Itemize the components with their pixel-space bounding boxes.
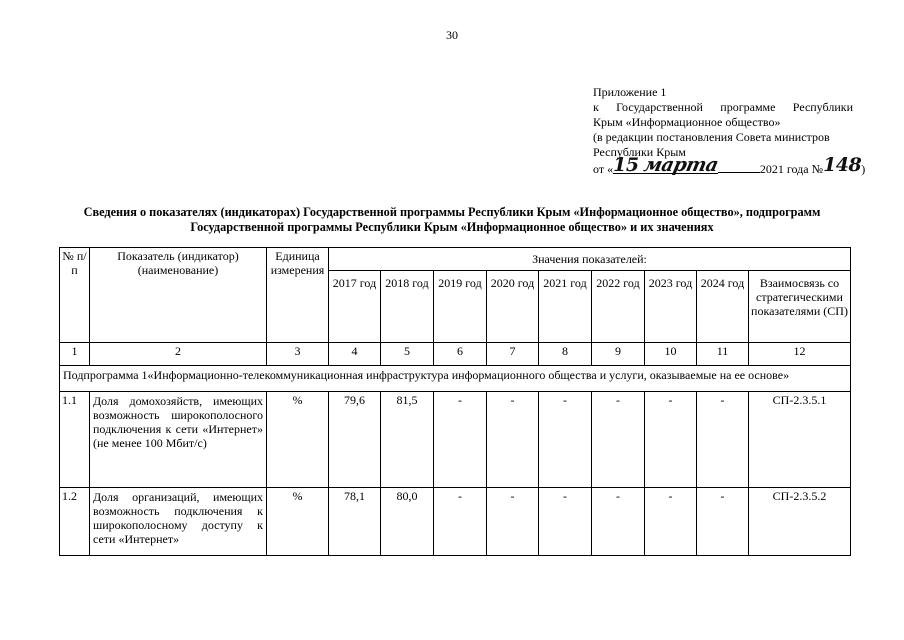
- header-num: № п/п: [60, 248, 90, 343]
- column-number: 2: [90, 343, 267, 366]
- title-line-2: Государственной программы Республики Крым «Информационное общество» и их значениях: [190, 220, 714, 234]
- title-line-1: Сведения о показателях (индикаторах) Государственной программы Республики Крым «Информационное общество», подпрограмм: [83, 205, 821, 219]
- handwritten-number: 148: [823, 154, 862, 176]
- header-row: [60, 248, 851, 271]
- row-value: -: [539, 392, 592, 488]
- header-year: 2020 год: [487, 271, 539, 343]
- column-number: 1: [60, 343, 90, 366]
- column-number: 7: [487, 343, 539, 366]
- appendix-line: Приложение 1: [593, 85, 667, 99]
- appendix-line: Крым «Информационное общество»: [593, 115, 781, 129]
- column-number: 9: [592, 343, 645, 366]
- row-value: -: [697, 392, 749, 488]
- row-value: -: [645, 488, 697, 556]
- row-indicator-name: Доля организаций, имеющих возможность подключения к широкополосному доступу к сети «Интернет»: [90, 488, 267, 556]
- header-year: 2022 год: [592, 271, 645, 343]
- subprogram-title: Подпрограмма 1«Информационно-телекоммуникационная инфраструктура информационного общества и услуги, оказываемые на ее основе»: [60, 366, 851, 392]
- column-number: 10: [645, 343, 697, 366]
- row-num: 1.2: [60, 488, 90, 556]
- column-number: 4: [329, 343, 381, 366]
- header-indicator: Показатель (индикатор) (наименование): [90, 248, 267, 343]
- row-unit: %: [267, 488, 329, 556]
- column-number: 3: [267, 343, 329, 366]
- row-value: -: [434, 488, 487, 556]
- header-unit: Единица измерения: [267, 248, 329, 343]
- appendix-line: Республики Крым: [593, 145, 686, 159]
- row-value: 79,6: [329, 392, 381, 488]
- header-link: Взаимосвязь со стратегическими показателями (СП): [749, 271, 851, 343]
- header-values: Значения показателей:: [329, 248, 851, 271]
- row-value: 81,5: [381, 392, 434, 488]
- closing-paren: ): [861, 162, 866, 176]
- row-value: -: [592, 488, 645, 556]
- header-year: 2019 год: [434, 271, 487, 343]
- row-value: 78,1: [329, 488, 381, 556]
- signature-blank: [718, 162, 760, 173]
- appendix-block: [593, 85, 866, 177]
- table-row: [60, 392, 851, 488]
- row-value: -: [539, 488, 592, 556]
- row-link: СП-2.3.5.1: [749, 392, 851, 488]
- header-year: 2021 год: [539, 271, 592, 343]
- column-number-row: [60, 343, 851, 366]
- header-year: 2023 год: [645, 271, 697, 343]
- column-number: 8: [539, 343, 592, 366]
- handwritten-date: [613, 154, 721, 176]
- appendix-line: (в редакции постановления Совета министров: [593, 130, 830, 144]
- row-value: -: [487, 392, 539, 488]
- row-value: -: [645, 392, 697, 488]
- handwritten-month: марта: [642, 154, 721, 176]
- row-value: -: [697, 488, 749, 556]
- header-year: 2024 год: [697, 271, 749, 343]
- column-number: 11: [697, 343, 749, 366]
- signature-prefix: от «: [593, 162, 614, 176]
- handwritten-day: 15: [613, 154, 639, 176]
- document-title: [52, 205, 852, 235]
- column-number: 6: [434, 343, 487, 366]
- table-row: [60, 488, 851, 556]
- row-link: СП-2.3.5.2: [749, 488, 851, 556]
- row-value: -: [434, 392, 487, 488]
- row-value: 80,0: [381, 488, 434, 556]
- page-number: 30: [446, 28, 458, 42]
- subprogram-row: [60, 366, 851, 392]
- signature-line: [593, 154, 866, 177]
- row-value: -: [592, 392, 645, 488]
- indicators-table: [59, 247, 851, 556]
- row-indicator-name: Доля домохозяйств, имеющих возможность широкополосного подключения к сети «Интернет» (не менее 100 Мбит/с): [90, 392, 267, 488]
- column-number: 12: [749, 343, 851, 366]
- row-unit: %: [267, 392, 329, 488]
- row-value: -: [487, 488, 539, 556]
- column-number: 5: [381, 343, 434, 366]
- row-num: 1.1: [60, 392, 90, 488]
- header-year: 2017 год: [329, 271, 381, 343]
- header-year: 2018 год: [381, 271, 434, 343]
- appendix-line: к Государственной программе Республики: [593, 100, 853, 114]
- signature-year: 2021 года №: [759, 162, 824, 176]
